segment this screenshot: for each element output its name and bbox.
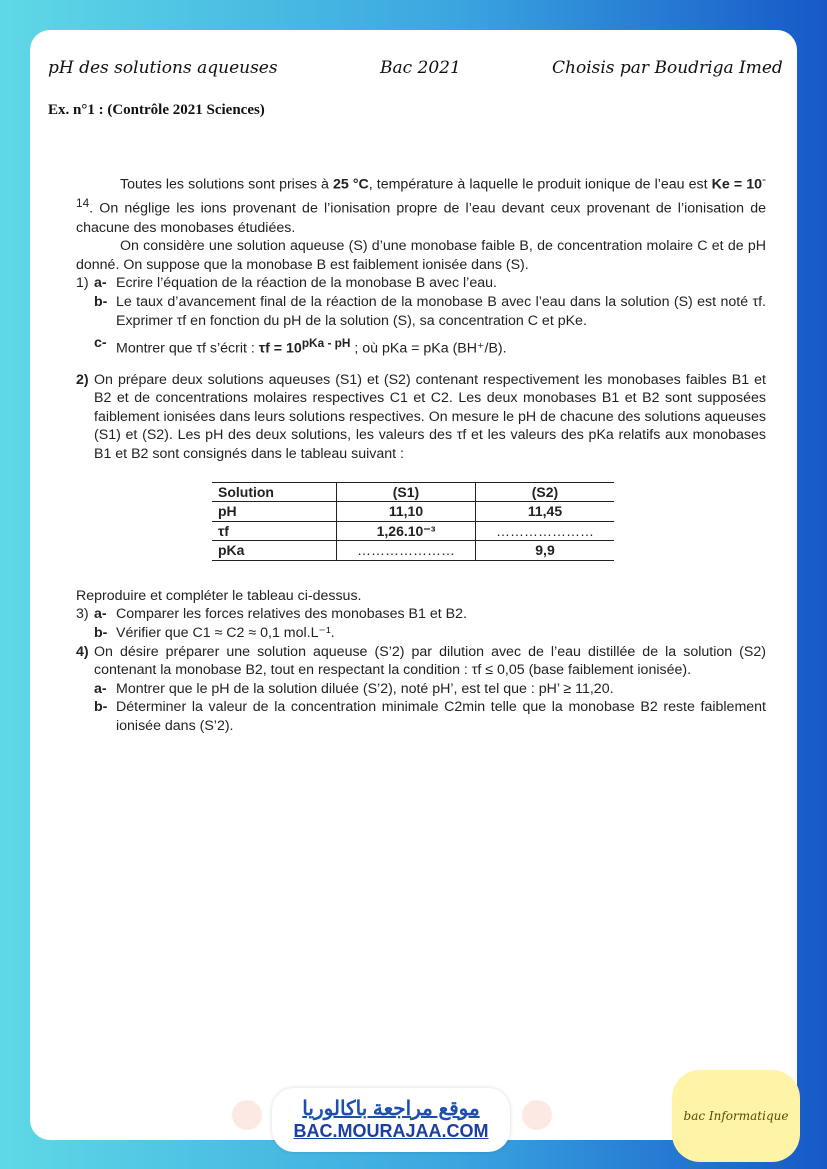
site-logo-icon	[522, 1100, 552, 1130]
exercise-body	[76, 170, 766, 736]
question-3b: b- Vérifier que C1 ≈ C2 ≈ 0,1 mol.L⁻¹.	[94, 625, 335, 642]
question-4b: b- Déterminer la valeur de la concentration minimale C2min telle que la monobase B2 reste faiblement ionisée dans (S’2).	[94, 699, 766, 735]
question-2: 2) On prépare deux solutions aqueuses (S1) et (S2) contenant respectivement les monobases faibles B1 et B2 et de concentrations molaires respectives C1 et C2. Les deux monobases B1 et B2 sont supposées faiblement ionisées dans leurs solutions respectives. On mesure le pH de chacune des solutions aqueuses (S1) et (S2). Les pH des deux solutions, les valeurs des τf et les valeurs des pKa relatifs aux monobases B1 et B2 sont consignés dans le tableau suivant :	[76, 371, 766, 462]
reproduce-instruction: Reproduire et compléter le tableau ci-dessus.	[76, 587, 362, 604]
header-topic: pH des solutions aqueuses	[48, 58, 278, 78]
question-1a: 1) a- Ecrire l’équation de la réaction de la monobase B avec l’eau.	[76, 275, 497, 292]
intro-paragraph-2: On considère une solution aqueuse (S) d’une monobase faible B, de concentration molaire C et de pH donné. On suppose que la monobase B est faiblement ionisée dans (S).	[76, 238, 766, 273]
question-4: 4) On désire préparer une solution aqueuse (S’2) par dilution avec de l’eau distillée de la solution (S2) contenant la monobase B2, tout en respectant la condition : τf ≤ 0,05 (base faiblement ionisée).	[76, 643, 766, 679]
table-row: pKa ………………… 9,9	[212, 541, 614, 561]
question-1b: b- Le taux d’avancement final de la réaction de la monobase B avec l’eau dans la solution (S) est noté τf. Exprimer τf en fonction du pH de la solution (S), sa concentration C et pKe.	[94, 294, 766, 329]
table-row: τf 1,26.10⁻³ …………………	[212, 521, 614, 541]
question-1c: c- Montrer que τf s’écrit : $\tau f = 10^{pKa - pH}$ ; où pKa = pKa (BH⁺/B).	[94, 335, 507, 357]
question-3a: 3) a- Comparer les forces relatives des monobases B1 et B2.	[76, 606, 467, 623]
footer-url[interactable]: BAC.MOURAJAA.COM	[293, 1121, 489, 1141]
header-exam: Bac 2021	[380, 58, 461, 78]
footer-arabic-title[interactable]: موقع مراجعة باكالوريا	[302, 1098, 480, 1120]
table-header-row: Solution (S1) (S2)	[212, 482, 614, 502]
footer-link[interactable]	[272, 1088, 510, 1152]
exercise-title: Ex. n°1 : (Contrôle 2021 Sciences)	[48, 102, 265, 118]
data-table	[212, 482, 614, 561]
intro-paragraph-1: Toutes les solutions sont prises à 25 °C, température à laquelle le produit ionique de l’eau est $Ke = 10^{-14}$. On néglige les ions provenant de l’ionisation propre de l’eau devant ceux provenant de l’ionisation de chacune des monobases étudiées.	[76, 172, 766, 236]
header-author: Choisis par Boudriga Imed	[552, 58, 783, 78]
bac-informatique-badge: bac Informatique	[672, 1070, 800, 1162]
table-row: pH 11,10 11,45	[212, 502, 614, 522]
question-4a: a- Montrer que le pH de la solution diluée (S’2), noté pH’, est tel que : pH’ ≥ 11,20.	[94, 680, 614, 697]
site-logo-icon	[232, 1100, 262, 1130]
